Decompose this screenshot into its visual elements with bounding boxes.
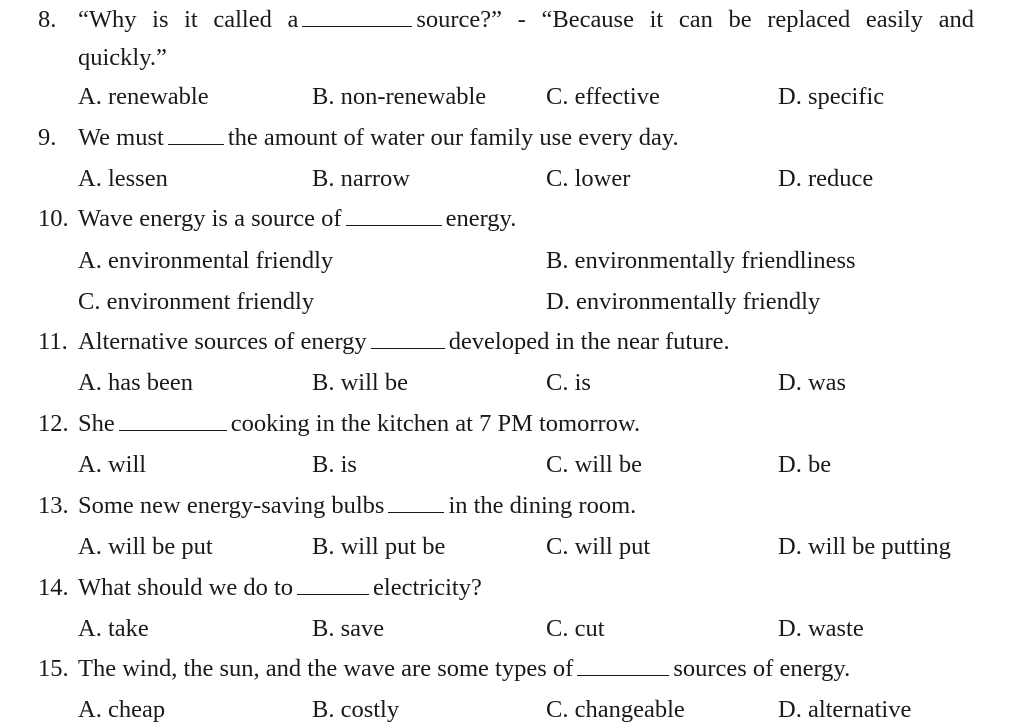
question-text-continued: quickly.” [78, 44, 167, 71]
question-text-part2: cooking in the kitchen at 7 PM tomorrow. [230, 410, 641, 437]
question-9-options [0, 167, 1024, 197]
option-c[interactable]: C. is [546, 369, 591, 396]
answer-blank [346, 207, 442, 226]
question-number: 14. [38, 574, 69, 601]
option-a[interactable]: A. take [78, 615, 149, 642]
option-b[interactable]: B. is [312, 451, 357, 478]
question-15 [0, 657, 1024, 687]
question-text-part1: The wind, the sun, and the wave are some types of [78, 655, 574, 682]
question-text [78, 494, 636, 519]
option-c[interactable]: C. cut [546, 615, 605, 642]
option-a[interactable]: A. will [78, 451, 147, 478]
option-d[interactable]: D. will be putting [778, 533, 951, 560]
answer-blank [168, 126, 224, 145]
option-c[interactable]: C. will put [546, 533, 651, 560]
answer-blank [119, 412, 227, 431]
option-d[interactable]: D. reduce [778, 165, 874, 192]
question-10 [0, 207, 1024, 237]
answer-blank [388, 494, 444, 513]
answer-blank [297, 576, 369, 595]
question-text-part1: Alternative sources of energy [78, 328, 367, 355]
option-c[interactable]: C. changeable [546, 696, 685, 723]
question-number: 12. [38, 410, 69, 437]
option-b[interactable]: B. non-renewable [312, 83, 487, 110]
question-text [78, 576, 482, 601]
question-text [78, 207, 516, 232]
question-10-options-row1 [0, 249, 1024, 279]
question-text-part1: We must [78, 124, 164, 151]
question-text-part1: She [78, 410, 115, 437]
option-d[interactable]: D. environmentally friendly [546, 288, 821, 315]
answer-blank [302, 8, 412, 27]
option-d[interactable]: D. be [778, 451, 832, 478]
option-a[interactable]: A. cheap [78, 696, 166, 723]
question-text-part2: sources of energy. [673, 655, 851, 682]
question-text-part1: Wave energy is a source of [78, 205, 342, 232]
question-text-part2: energy. [445, 205, 517, 232]
question-text-part2: source?” - “Because it can be replaced easily and [416, 6, 974, 33]
question-12 [0, 412, 1024, 442]
option-b[interactable]: B. save [312, 615, 385, 642]
option-d[interactable]: D. waste [778, 615, 864, 642]
question-text-part2: electricity? [373, 574, 482, 601]
question-text-part2: the amount of water our family use every day. [227, 124, 679, 151]
option-b[interactable]: B. will put be [312, 533, 446, 560]
question-text [78, 126, 679, 151]
question-13-options [0, 535, 1024, 565]
question-text [78, 8, 974, 33]
question-8-continuation [0, 46, 1024, 76]
option-a[interactable]: A. renewable [78, 83, 209, 110]
option-b[interactable]: B. environmentally friendliness [546, 247, 856, 274]
question-text-part1: Some new energy-saving bulbs [78, 492, 385, 519]
option-c[interactable]: C. environment friendly [78, 288, 315, 315]
option-d[interactable]: D. specific [778, 83, 885, 110]
question-14 [0, 576, 1024, 606]
question-11 [0, 330, 1024, 360]
question-12-options [0, 453, 1024, 483]
question-number: 8. [38, 6, 57, 33]
question-text [78, 330, 730, 355]
question-15-options [0, 698, 1024, 728]
question-number: 10. [38, 205, 69, 232]
question-text-part1: What should we do to [78, 574, 294, 601]
question-text [78, 412, 640, 437]
question-14-options [0, 617, 1024, 647]
question-text-part2: in the dining room. [448, 492, 637, 519]
answer-blank [577, 657, 669, 676]
question-number: 11. [38, 328, 68, 355]
question-number: 9. [38, 124, 57, 151]
option-a[interactable]: A. lessen [78, 165, 168, 192]
question-13 [0, 494, 1024, 524]
option-a[interactable]: A. will be put [78, 533, 213, 560]
option-d[interactable]: D. alternative [778, 696, 912, 723]
option-b[interactable]: B. narrow [312, 165, 410, 192]
question-8-options [0, 85, 1024, 115]
option-c[interactable]: C. effective [546, 83, 660, 110]
option-c[interactable]: C. will be [546, 451, 642, 478]
question-number: 13. [38, 492, 69, 519]
question-text-part1: “Why is it called a [78, 6, 299, 33]
question-11-options [0, 371, 1024, 401]
option-c[interactable]: C. lower [546, 165, 631, 192]
option-a[interactable]: A. environmental friendly [78, 247, 334, 274]
option-b[interactable]: B. will be [312, 369, 408, 396]
question-number: 15. [38, 655, 69, 682]
option-d[interactable]: D. was [778, 369, 847, 396]
option-a[interactable]: A. has been [78, 369, 193, 396]
option-b[interactable]: B. costly [312, 696, 400, 723]
question-text-part2: developed in the near future. [448, 328, 730, 355]
question-9 [0, 126, 1024, 156]
question-text [78, 657, 850, 682]
question-8 [0, 8, 1024, 38]
answer-blank [371, 330, 445, 349]
question-10-options-row2 [0, 290, 1024, 320]
